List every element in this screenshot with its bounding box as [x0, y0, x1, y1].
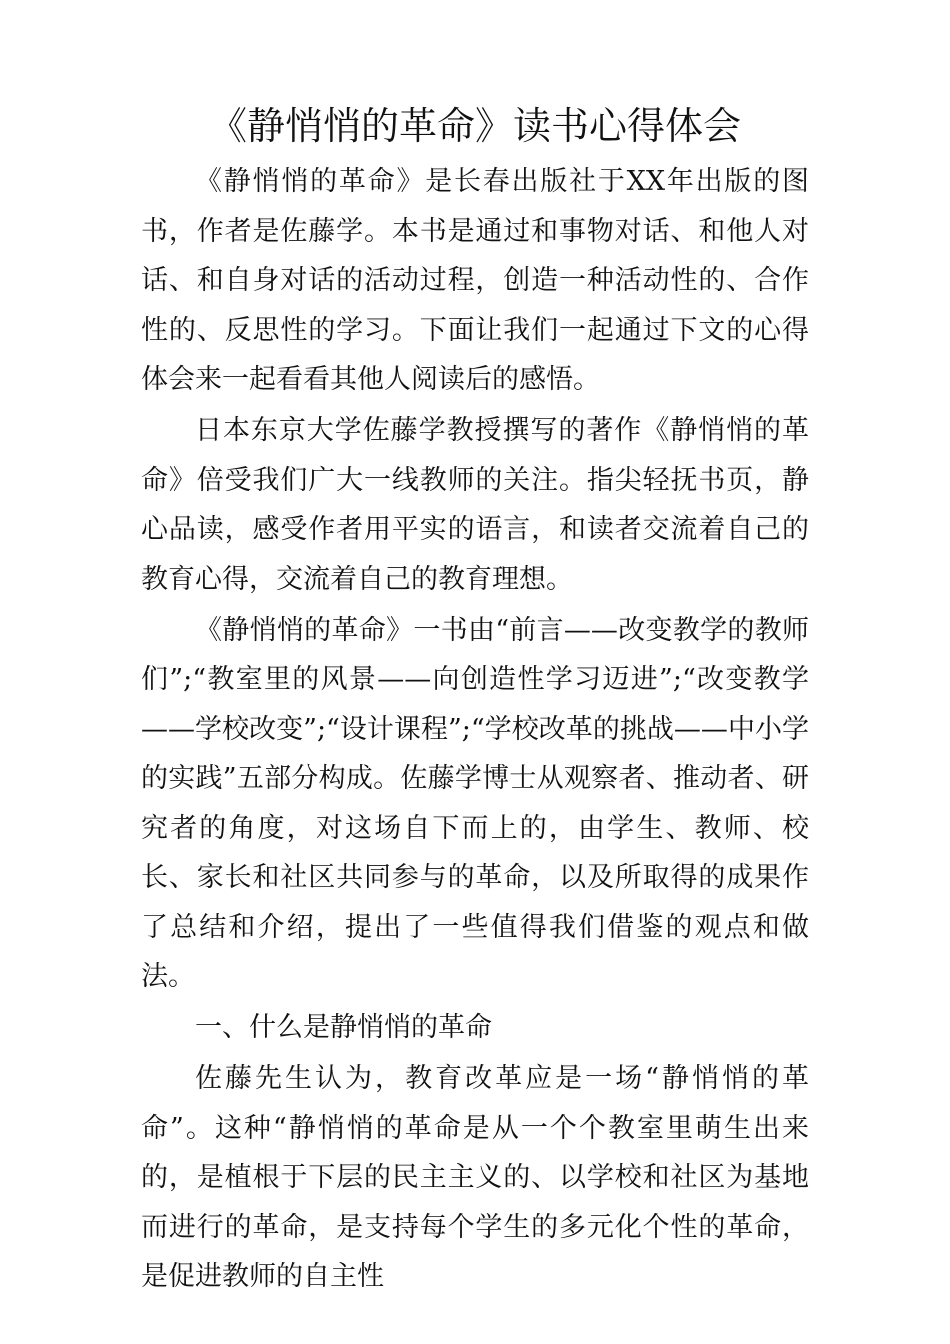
- paragraph-author-work: 日本东京大学佐藤学教授撰写的著作《静悄悄的革命》倍受我们广大一线教师的关注。指尖轻抚书页，静心品读，感受作者用平实的语言，和读者交流着自己的教育心得，交流着自己的教育理想。: [141, 415, 809, 595]
- section-heading: 一、什么是静悄悄的革命: [195, 1012, 492, 1043]
- paragraph-book-structure: 《静悄悄的革命》一书由“前言——改变教学的教师们”;“教室里的风景——向创造性学习迈进”;“改变教学——学校改变”;“设计课程”;“学校改革的挑战——中小学的实践”五部分构成。佐藤学博士从观察者、推动者、研究者的角度，对这场自下而上的，由学生、教师、校长、家长和社区共同参与的革命，以及所取得的成果作了总结和介绍，提出了一些值得我们借鉴的观点和做法。: [141, 614, 809, 992]
- paragraph-intro: 《静悄悄的革命》是长春出版社于XX年出版的图书，作者是佐藤学。本书是通过和事物对话、和他人对话、和自身对话的活动过程，创造一种活动性的、合作性的、反思性的学习。下面让我们一起通过下文的心得体会来一起看看其他人阅读后的感悟。: [141, 166, 809, 395]
- paragraph-definition: 佐藤先生认为，教育改革应是一场“静悄悄的革命”。这种“静悄悄的革命是从一个个教室里萌生出来的，是植根于下层的民主主义的、以学校和社区为基地而进行的革命，是支持每个学生的多元化个性的革命，是促进教师的自主性: [141, 1063, 809, 1292]
- document-title: 《静悄悄的革命》读书心得体会: [208, 104, 741, 148]
- document-body: [141, 157, 809, 1303]
